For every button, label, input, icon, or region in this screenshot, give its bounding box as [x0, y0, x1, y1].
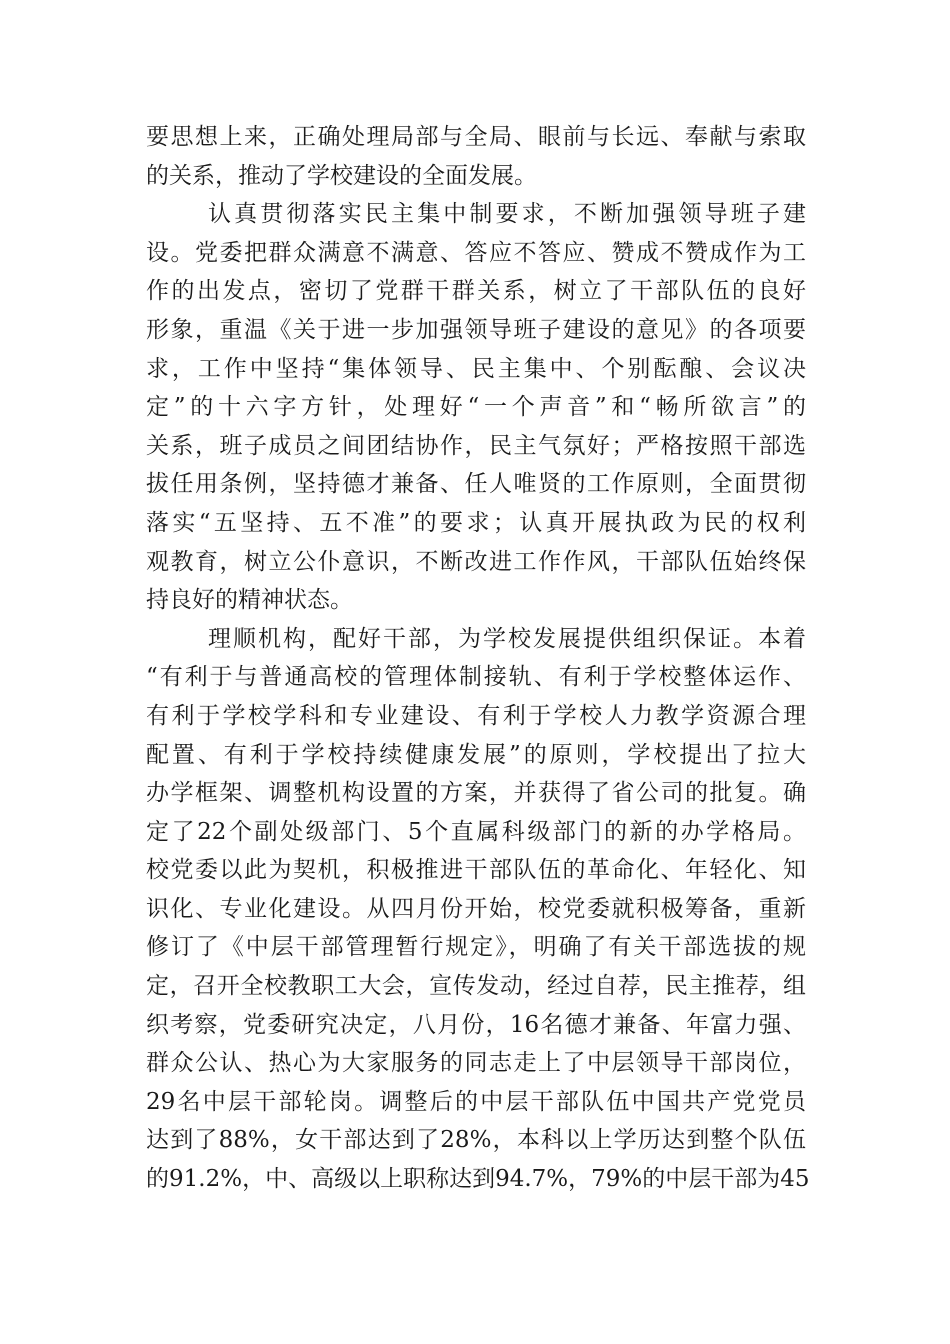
text-line: 拔任用条例，坚持德才兼备、任人唯贤的工作原则，全面贯彻: [146, 471, 806, 498]
text-line: 要思想上来，正确处理局部与全局、眼前与长远、奉献与索取: [146, 124, 806, 150]
text-line: 识化、专业化建设。从四月份开始，校党委就积极筹备，重新: [146, 895, 806, 922]
text-line: 定，召开全校教职工大会，宣传发动，经过自荐，民主推荐，组: [146, 973, 806, 1000]
paragraph-1: [146, 118, 806, 195]
text-line: 办学框架、调整机构设置的方案，并获得了省公司的批复。确: [146, 780, 806, 807]
text-line: 求，工作中坚持“集体领导、民主集中、个别酝酿、会议决: [146, 355, 806, 382]
text-line: 落实“五坚持、五不准”的要求；认真开展执政为民的权利: [146, 509, 806, 536]
text-line: 29名中层干部轮岗。调整后的中层干部队伍中国共产党党员: [146, 1088, 806, 1115]
text-line: 配置、有利于学校持续健康发展”的原则，学校提出了拉大: [146, 741, 806, 768]
text-line: 定了22个副处级部门、5个直属科级部门的新的办学格局。: [146, 818, 806, 845]
text-line: 校党委以此为契机，积极推进干部队伍的革命化、年轻化、知: [146, 857, 806, 884]
text-line: 观教育，树立公仆意识，不断改进工作作风，干部队伍始终保: [146, 548, 806, 575]
text-line: 认真贯彻落实民主集中制要求，不断加强领导班子建: [208, 201, 806, 228]
text-line: 达到了88%，女干部达到了28%，本科以上学历达到整个队伍: [146, 1127, 806, 1154]
paragraph-3: [146, 620, 810, 1199]
paragraph-2: [146, 195, 806, 620]
text-line: 形象，重温《关于进一步加强领导班子建设的意见》的各项要: [146, 316, 806, 343]
text-line: 的关系，推动了学校建设的全面发展。: [146, 162, 537, 189]
body-text: [146, 118, 810, 1199]
text-line: “有利于与普通高校的管理体制接轨、有利于学校整体运作、: [146, 664, 806, 691]
text-line: 群众公认、热心为大家服务的同志走上了中层领导干部岗位，: [146, 1050, 806, 1077]
text-line: 持良好的精神状态。: [146, 587, 353, 614]
text-line: 关系，班子成员之间团结协作，民主气氛好；严格按照干部选: [146, 432, 806, 459]
text-line: 修订了《中层干部管理暂行规定》，明确了有关干部选拔的规: [146, 934, 806, 961]
text-line: 织考察，党委研究决定，八月份，16名德才兼备、年富力强、: [146, 1011, 806, 1038]
text-line: 的91.2%，中、高级以上职称达到94.7%，79%的中层干部为45: [146, 1166, 810, 1193]
text-line: 作的出发点，密切了党群干群关系，树立了干部队伍的良好: [146, 278, 806, 305]
text-line: 定”的十六字方针，处理好“一个声音”和“畅所欲言”的: [146, 394, 806, 421]
text-line: 有利于学校学科和专业建设、有利于学校人力教学资源合理: [146, 702, 806, 729]
text-line: 设。党委把群众满意不满意、答应不答应、赞成不赞成作为工: [146, 239, 806, 266]
text-line: 理顺机构，配好干部，为学校发展提供组织保证。本着: [208, 625, 806, 652]
